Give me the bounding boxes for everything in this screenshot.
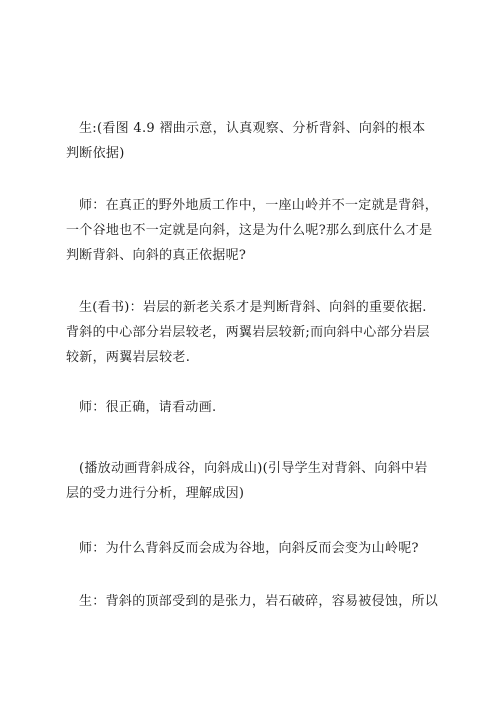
text-line: 生:(看图 4.9 褶曲示意，认真观察、分析背斜、向斜的根本 — [79, 121, 426, 136]
text-line: 师：很正确，请看动画. — [79, 400, 217, 415]
text-line: 生(看书)：岩层的新老关系才是判断背斜、向斜的重要依据. — [79, 300, 427, 315]
paragraph-student-observe — [66, 116, 446, 166]
paragraph-teacher-confirm — [66, 395, 446, 420]
paragraph-teacher-question — [66, 193, 446, 268]
text-line: 生：背斜的顶部受到的是张力，岩石破碎，容易被侵蚀，所以 — [79, 594, 439, 609]
text-line: 师：在真正的野外地质工作中，一座山岭并不一定就是背斜， — [79, 198, 439, 213]
text-line: 师：为什么背斜反而会成为谷地，向斜反而会变为山岭呢? — [79, 541, 419, 556]
text-line: (播放动画背斜成谷，向斜成山)(引导学生对背斜、向斜中岩 — [79, 461, 428, 476]
text-line: 判断背斜、向斜的真正依据呢? — [66, 248, 247, 263]
text-line: 一个谷地也不一定就是向斜，这是为什么呢?那么到底什么才是 — [66, 223, 433, 238]
paragraph-teacher-why — [66, 536, 446, 561]
text-line: 层的受力进行分析，理解成因) — [66, 486, 245, 501]
text-line: 判断依据) — [66, 146, 125, 161]
paragraph-student-answer — [66, 589, 446, 614]
paragraph-animation-note — [66, 456, 446, 506]
text-line: 较新，两翼岩层较老. — [66, 350, 191, 365]
paragraph-student-reading — [66, 295, 446, 370]
text-line: 背斜的中心部分岩层较老，两翼岩层较新;而向斜中心部分岩层 — [66, 325, 430, 340]
